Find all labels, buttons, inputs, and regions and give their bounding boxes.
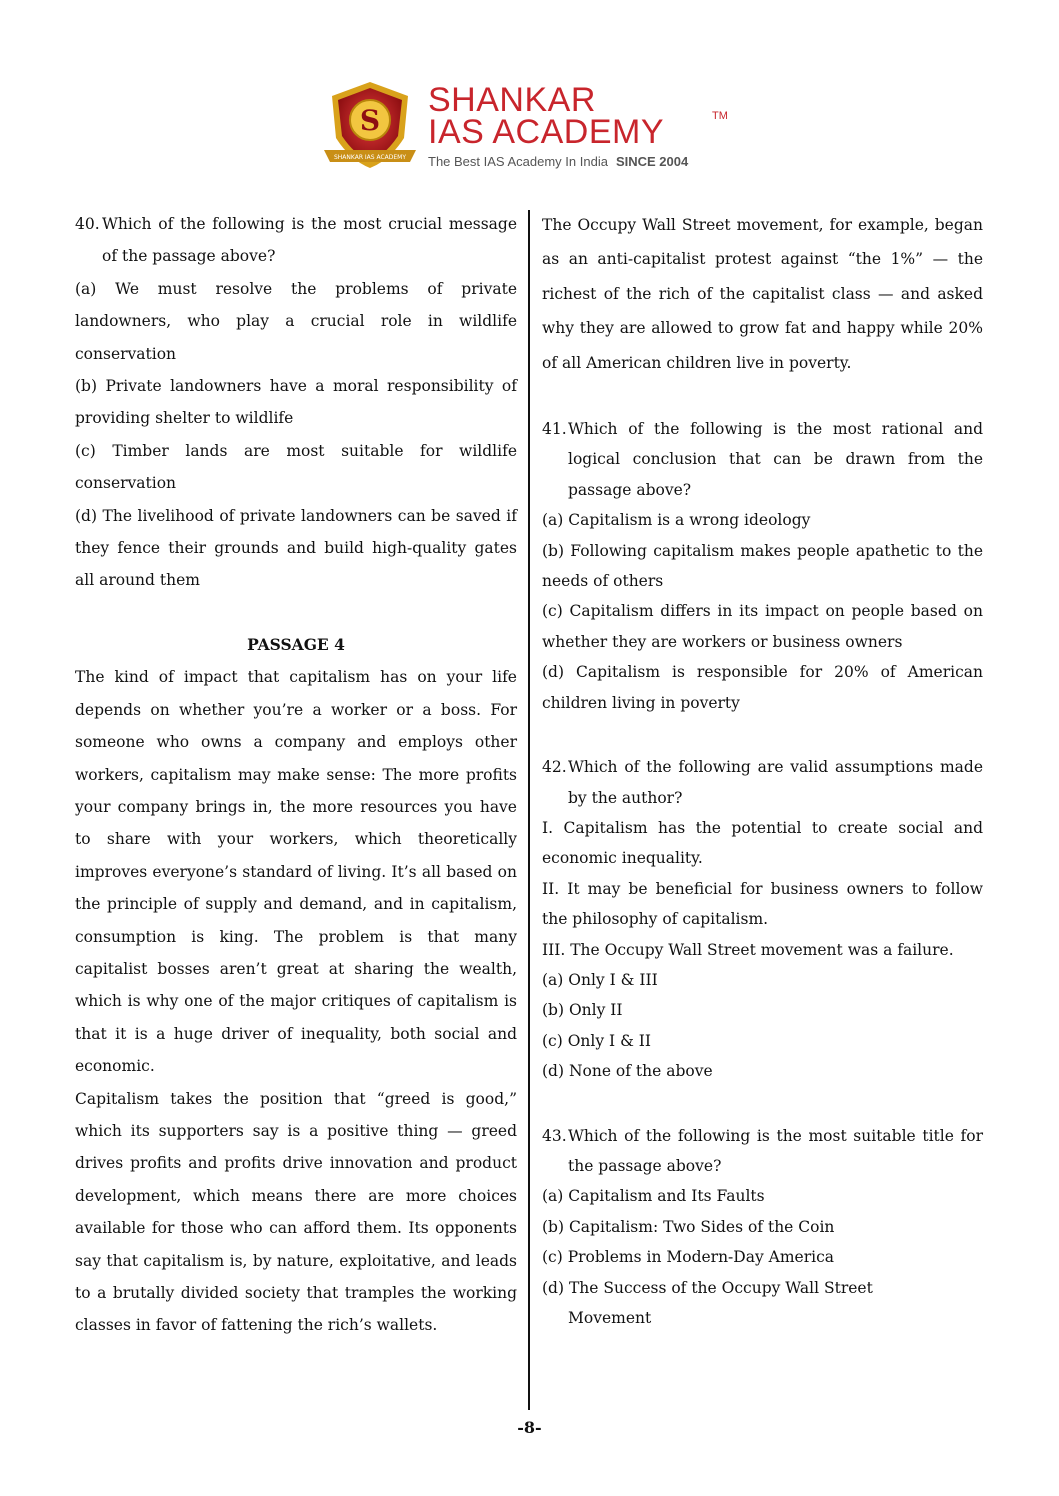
question-text: Which of the following are valid assumptions made by the author? — [568, 758, 983, 807]
question-number: 40. — [75, 215, 100, 233]
option-a: (a) Capitalism is a wrong ideology — [542, 511, 811, 530]
since-year: SINCE 2004 — [615, 154, 689, 169]
svg-text:SHANKAR IAS ACADEMY: SHANKAR IAS ACADEMY — [333, 154, 407, 161]
question-40 — [75, 208, 517, 273]
tagline-text: The Best IAS Academy In India — [428, 154, 608, 169]
option-b: (b) Private landowners have a moral responsibility of providing shelter to wildlife — [75, 377, 517, 428]
option-c: (c) Timber lands are most suitable for wildlife conservation — [75, 441, 517, 493]
brand-name-line2: IAS ACADEMY — [428, 113, 665, 151]
academy-tagline — [428, 154, 688, 169]
option-d: (d) The livelihood of private landowners can be saved if they fence their grounds and build high-quality gates all around them — [75, 506, 517, 590]
option-c: (c) Capitalism differs in its impact on people based on whether they are workers or business owners — [542, 602, 983, 651]
academy-emblem-icon — [320, 78, 420, 176]
brand-name-line1: SHANKAR — [428, 81, 596, 119]
question-41 — [542, 414, 983, 505]
option-a: (a) We must resolve the problems of private landowners, who play a crucial role in wildlife conservation — [75, 279, 517, 363]
statement-ii: II. It may be beneficial for business owners to follow the philosophy of capitalism. — [542, 879, 983, 929]
option-b: (b) Capitalism: Two Sides of the Coin — [542, 1217, 835, 1236]
passage-title: PASSAGE 4 — [247, 634, 345, 654]
option-c: (c) Only I & II — [542, 1031, 652, 1050]
page-number: -8- — [517, 1418, 542, 1437]
trademark-mark: TM — [712, 110, 728, 122]
question-text: Which of the following is the most crucial message of the passage above? — [102, 215, 517, 266]
question-42 — [542, 752, 983, 813]
passage-paragraph: Capitalism takes the position that “greed is good,” which its supporters say is a positive thing — greed drives profits and profits drive innovation and product development, which means there are more choices available for those who can afford them. Its opponents say that capitalism is, by nature, exploitative, and leads to a brutally divided society that tramples the working classes in favor of fattening the rich’s wallets. — [75, 1089, 517, 1335]
academy-header — [320, 78, 740, 178]
option-d-continuation: Movement — [568, 1309, 652, 1327]
option-a: (a) Only I & III — [542, 970, 658, 989]
column-divider — [528, 210, 530, 1410]
option-d: (d) The Success of the Occupy Wall Street — [542, 1278, 873, 1297]
left-column — [75, 208, 517, 1342]
option-a: (a) Capitalism and Its Faults — [542, 1187, 765, 1206]
question-text: Which of the following is the most suitable title for the passage above? — [568, 1126, 983, 1175]
passage-paragraph: The kind of impact that capitalism has on your life depends on whether you’re a worker or a boss. For someone who owns a company and employs other workers, capitalism may make sense: The more profits your company brings in, the more resources you have to share with your workers, which theoretically improves everyone’s standard of living. It’s all based on the principle of supply and demand, and in capitalism, consumption is king. The problem is that many capitalist bosses aren’t great at sharing the wealth, which is why one of the major critiques of capitalism is that it is a huge driver of inequality, both social and economic. — [75, 668, 517, 1076]
option-b: (b) Following capitalism makes people apathetic to the needs of others — [542, 541, 983, 591]
statement-i: I. Capitalism has the potential to create social and economic inequality. — [542, 818, 983, 868]
question-43 — [542, 1121, 983, 1182]
option-c: (c) Problems in Modern-Day America — [542, 1248, 835, 1267]
question-number: 41. — [542, 420, 567, 439]
statement-iii: III. The Occupy Wall Street movement was a failure. — [542, 940, 954, 959]
option-d: (d) Capitalism is responsible for 20% of American children living in poverty — [542, 663, 983, 712]
option-d: (d) None of the above — [542, 1062, 713, 1081]
option-b: (b) Only II — [542, 1001, 623, 1020]
question-number: 43. — [542, 1126, 567, 1145]
question-number: 42. — [542, 758, 567, 777]
passage-continuation: The Occupy Wall Street movement, for example, began as an anti-capitalist protest against “the 1%” — the richest of the rich of the capitalist class — and asked why they are allowed to grow fat and happy while 20% of all American children live in poverty. — [542, 216, 983, 372]
svg-text:S: S — [359, 104, 381, 137]
question-text: Which of the following is the most rational and logical conclusion that can be drawn from the passage above? — [568, 420, 983, 499]
right-column — [542, 208, 983, 1333]
